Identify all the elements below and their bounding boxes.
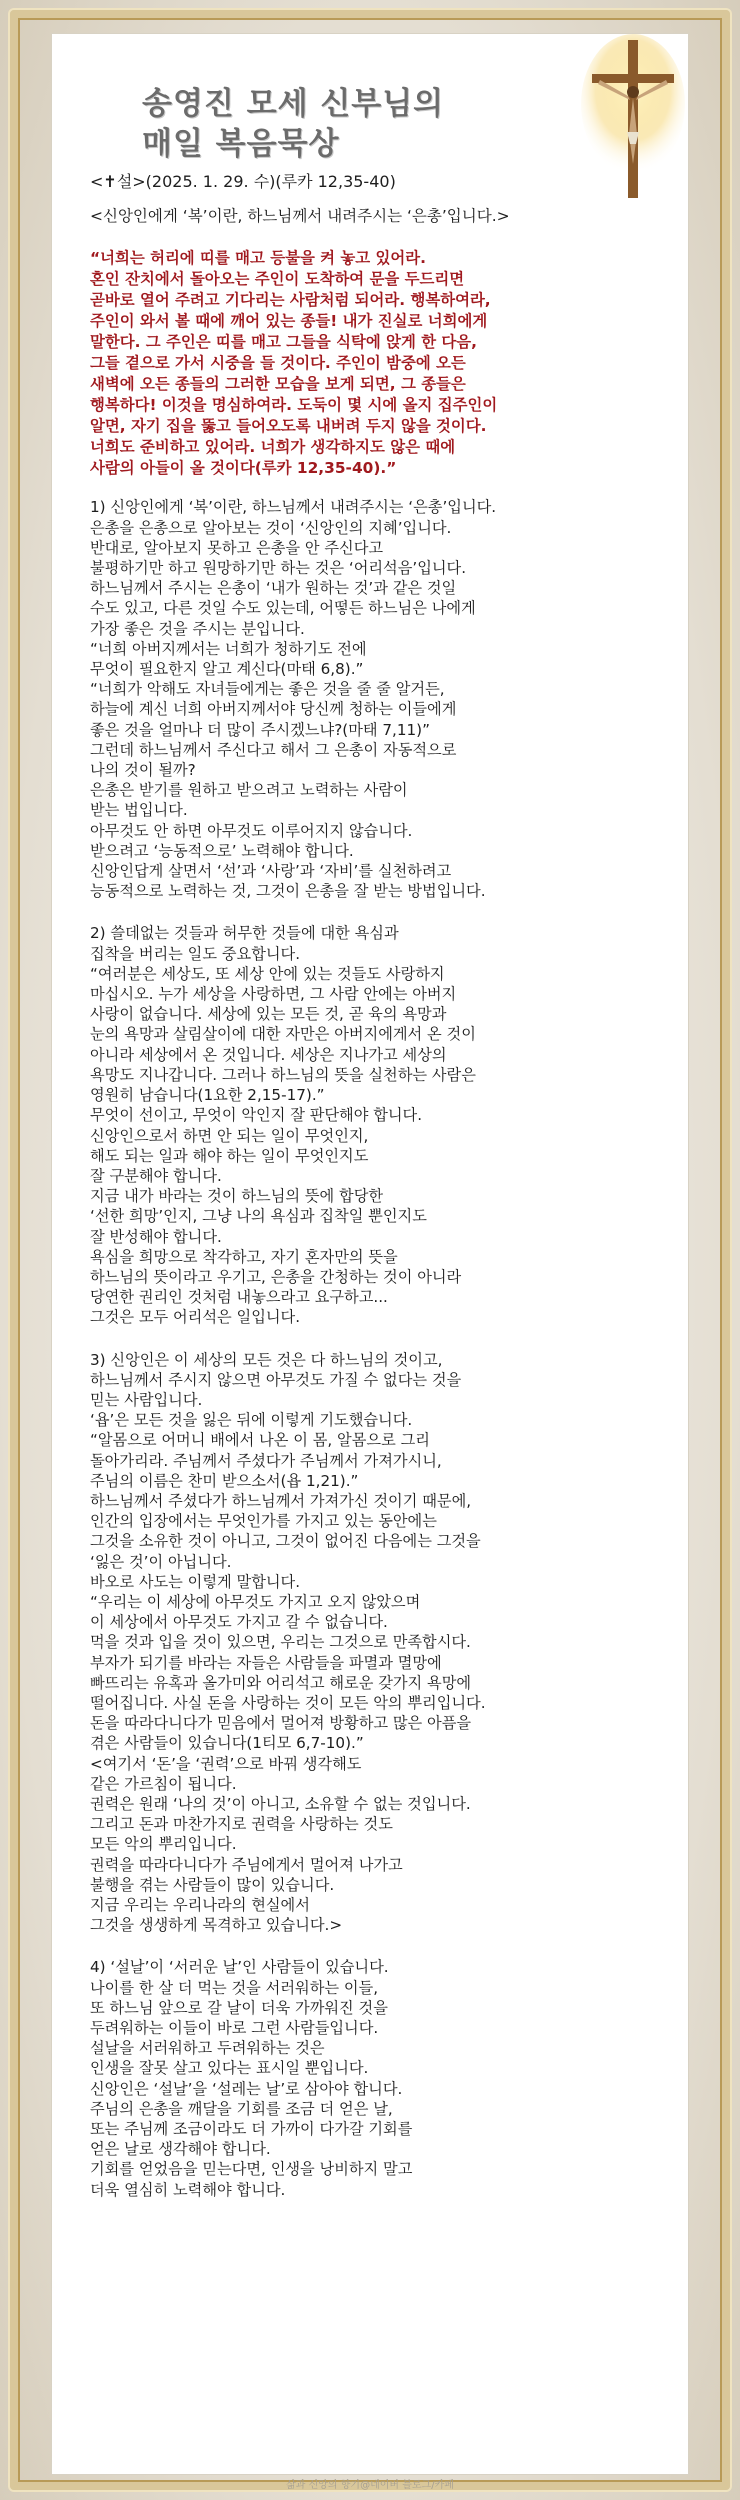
section-line: 주님의 이름은 찬미 받으소서(욥 1,21).” bbox=[90, 1471, 359, 1490]
section-2 bbox=[90, 923, 660, 1327]
section-line: “알몸으로 어머니 배에서 나온 이 몸, 알몸으로 그리 bbox=[90, 1431, 430, 1450]
section-line: 설날을 서러워하고 두려워하는 것은 bbox=[90, 2039, 325, 2058]
scripture-line: 행복하다! 이것을 명심하여라. 도둑이 몇 시에 올지 집주인이 bbox=[90, 396, 498, 415]
scripture-line: 곧바로 열어 주려고 기다리는 사람처럼 되어라. 행복하여라, bbox=[90, 291, 491, 310]
date-reference: <✝설>(2025. 1. 29. 수)(루카 12,35-40) bbox=[90, 172, 396, 191]
section-line: 떨어집니다. 사실 돈을 사랑하는 것이 모든 악의 뿌리입니다. bbox=[90, 1693, 486, 1712]
section-line: 돈을 따라다니다가 믿음에서 멀어져 방황하고 많은 아픔을 bbox=[90, 1714, 472, 1733]
section-line: 사랑이 없습니다. 세상에 있는 모든 것, 곧 육의 욕망과 bbox=[90, 1005, 447, 1024]
section-line: 그것은 모두 어리석은 일입니다. bbox=[90, 1308, 301, 1327]
section-line: 잘 구분해야 합니다. bbox=[90, 1166, 222, 1185]
section-line: ‘선한 희망’인지, 그냥 나의 욕심과 집착일 뿐인지도 bbox=[90, 1207, 427, 1226]
section-line: 2) 쓸데없는 것들과 허무한 것들에 대한 욕심과 bbox=[90, 924, 399, 943]
section-line: <여기서 ‘돈’을 ‘권력’으로 바꿔 생각해도 bbox=[90, 1754, 362, 1773]
section-line: 하느님께서 주시지 않으면 아무것도 가질 수 없다는 것을 bbox=[90, 1370, 462, 1389]
section-line: “여러분은 세상도, 또 세상 안에 있는 것들도 사랑하지 bbox=[90, 964, 445, 983]
section-line: 더욱 열심히 노력해야 합니다. bbox=[90, 2180, 286, 2199]
section-line: 권력을 따라다니다가 주님에게서 멀어져 나가고 bbox=[90, 1855, 403, 1874]
section-line: 신앙인은 ‘설날’을 ‘설레는 날’로 삼아야 합니다. bbox=[90, 2079, 403, 2098]
section-line: 모든 악의 뿌리입니다. bbox=[90, 1835, 237, 1854]
section-line: “너희가 악해도 자녀들에게는 좋은 것을 줄 줄 알거든, bbox=[90, 680, 445, 699]
section-3 bbox=[90, 1350, 660, 1936]
page-title-line-2: 매일 복음묵상 bbox=[142, 126, 340, 162]
section-line: 4) ‘설날’이 ‘서러운 날’인 사람들이 있습니다. bbox=[90, 1958, 389, 1977]
section-line: 좋은 것을 얼마나 더 많이 주시겠느냐?(마태 7,11)” bbox=[90, 720, 430, 739]
section-line: 먹을 것과 입을 것이 있으면, 우리는 그것으로 만족합시다. bbox=[90, 1633, 471, 1652]
section-line: 해도 되는 일과 해야 하는 일이 무엇인지도 bbox=[90, 1146, 369, 1165]
section-line: 지금 내가 바라는 것이 하느님의 뜻에 합당한 bbox=[90, 1187, 384, 1206]
section-line: 겪은 사람들이 있습니다(1티모 6,7-10).” bbox=[90, 1734, 364, 1753]
section-line: 그것을 생생하게 목격하고 있습니다.> bbox=[90, 1916, 343, 1935]
section-line: 그리고 돈과 마찬가지로 권력을 사랑하는 것도 bbox=[90, 1815, 393, 1834]
scripture-line: 그들 곁으로 가서 시중을 들 것이다. 주인이 밤중에 오든 bbox=[90, 354, 466, 373]
section-line: 신앙인답게 살면서 ‘선’과 ‘사랑’과 ‘자비’를 실천하려고 bbox=[90, 862, 452, 881]
section-line: 나이를 한 살 더 먹는 것을 서러워하는 이들, bbox=[90, 1978, 379, 1997]
section-line: 하느님의 뜻이라고 우기고, 은총을 간청하는 것이 아니라 bbox=[90, 1267, 462, 1286]
section-line: 무엇이 선이고, 무엇이 악인지 잘 판단해야 합니다. bbox=[90, 1106, 423, 1125]
section-line: 그것을 소유한 것이 아니고, 그것이 없어진 다음에는 그것을 bbox=[90, 1532, 481, 1551]
section-line: 바오로 사도는 이렇게 말합니다. bbox=[90, 1572, 301, 1591]
section-line: ‘욥’은 모든 것을 잃은 뒤에 이렇게 기도했습니다. bbox=[90, 1411, 413, 1430]
section-line: 반대로, 알아보지 못하고 은총을 안 주신다고 bbox=[90, 538, 384, 557]
section-line: 그런데 하느님께서 주신다고 해서 그 은총이 자동적으로 bbox=[90, 740, 457, 759]
page-title-line-1: 송영진 모세 신부님의 bbox=[142, 86, 445, 122]
section-line: 두려워하는 이들이 바로 그런 사람들입니다. bbox=[90, 2019, 379, 2038]
section-line: 눈의 욕망과 살림살이에 대한 자만은 아버지에게서 온 것이 bbox=[90, 1025, 476, 1044]
section-line: ‘잃은 것’이 아닙니다. bbox=[90, 1552, 232, 1571]
section-line: 집착을 버리는 일도 중요합니다. bbox=[90, 944, 301, 963]
section-line: 불평하기만 하고 원망하기만 하는 것은 ‘어리석음’입니다. bbox=[90, 559, 467, 578]
section-line: 인간의 입장에서는 무엇인가를 가지고 있는 동안에는 bbox=[90, 1512, 437, 1531]
meditation-body bbox=[90, 172, 660, 2222]
section-line: 하느님께서 주셨다가 하느님께서 가져가신 것이기 때문에, bbox=[90, 1491, 472, 1510]
section-line: 능동적으로 노력하는 것, 그것이 은총을 잘 받는 방법입니다. bbox=[90, 882, 486, 901]
section-line: 부자가 되기를 바라는 자들은 사람들을 파멸과 멸망에 bbox=[90, 1653, 442, 1672]
section-line: 같은 가르침이 됩니다. bbox=[90, 1774, 237, 1793]
section-line: 또 하느님 앞으로 갈 날이 더욱 가까워진 것을 bbox=[90, 1998, 388, 2017]
section-line: 받으려고 ‘능동적으로’ 노력해야 합니다. bbox=[90, 841, 354, 860]
section-line: 또는 주님께 조금이라도 더 가까이 다가갈 기회를 bbox=[90, 2120, 413, 2139]
scripture-line: 알면, 자기 집을 뚫고 들어오도록 내버려 두지 않을 것이다. bbox=[90, 417, 487, 436]
section-line: 기회를 얻었음을 믿는다면, 인생을 낭비하지 말고 bbox=[90, 2160, 413, 2179]
section-line: 아니라 세상에서 온 것입니다. 세상은 지나가고 세상의 bbox=[90, 1045, 447, 1064]
section-line: “너희 아버지께서는 너희가 청하기도 전에 bbox=[90, 639, 367, 658]
section-line: 주님의 은총을 깨달을 기회를 조금 더 얻은 날, bbox=[90, 2099, 393, 2118]
section-line: 당연한 권리인 것처럼 내놓으라고 요구하고... bbox=[90, 1288, 388, 1307]
section-line: 수도 있고, 다른 것일 수도 있는데, 어떻든 하느님은 나에게 bbox=[90, 599, 476, 618]
footer-watermark: 삶과 신앙의 향기@네이버 블로그/카페 bbox=[286, 2480, 454, 2491]
section-line: 인생을 잘못 살고 있다는 표시일 뿐입니다. bbox=[90, 2059, 369, 2078]
section-line: 가장 좋은 것을 주시는 분입니다. bbox=[90, 619, 305, 638]
section-line: 나의 것이 될까? bbox=[90, 761, 196, 780]
document-page bbox=[52, 34, 688, 2474]
section-1 bbox=[90, 497, 660, 901]
section-line: 마십시오. 누가 세상을 사랑하면, 그 사람 안에는 아버지 bbox=[90, 985, 457, 1004]
scripture-line: 너희도 준비하고 있어라. 너희가 생각하지도 않은 때에 bbox=[90, 438, 456, 457]
meditation-sections bbox=[90, 497, 660, 2199]
section-line: 무엇이 필요한지 알고 계신다(마태 6,8).” bbox=[90, 660, 364, 679]
section-line: 신앙인으로서 하면 안 되는 일이 무엇인지, bbox=[90, 1126, 369, 1145]
section-line: 불행을 겪는 사람들이 많이 있습니다. bbox=[90, 1875, 335, 1894]
section-line: 아무것도 안 하면 아무것도 이루어지지 않습니다. bbox=[90, 821, 413, 840]
section-line: 은총은 받기를 원하고 받으려고 노력하는 사람이 bbox=[90, 781, 408, 800]
section-line: 영원히 남습니다(1요한 2,15-17).” bbox=[90, 1086, 325, 1105]
section-line: 하느님께서 주시는 은총이 ‘내가 원하는 것’과 같은 것일 bbox=[90, 579, 457, 598]
subtitle: <신앙인에게 ‘복’이란, 하느님께서 내려주시는 ‘은총’입니다.> bbox=[90, 207, 510, 226]
section-line: 받는 법입니다. bbox=[90, 801, 188, 820]
section-line: 이 세상에서 아무것도 가지고 갈 수 없습니다. bbox=[90, 1613, 388, 1632]
section-line: 지금 우리는 우리나라의 현실에서 bbox=[90, 1896, 310, 1915]
section-line: 은총을 은총으로 알아보는 것이 ‘신앙인의 지혜’입니다. bbox=[90, 518, 452, 537]
section-line: 욕망도 지나갑니다. 그러나 하느님의 뜻을 실천하는 사람은 bbox=[90, 1065, 476, 1084]
section-line: 잘 반성해야 합니다. bbox=[90, 1227, 222, 1246]
section-line: 돌아가리라. 주님께서 주셨다가 주님께서 가져가시니, bbox=[90, 1451, 442, 1470]
scripture-line: “너희는 허리에 띠를 매고 등불을 켜 놓고 있어라. bbox=[90, 249, 426, 268]
section-line: 욕심을 희망으로 착각하고, 자기 혼자만의 뜻을 bbox=[90, 1247, 398, 1266]
section-line: 3) 신앙인은 이 세상의 모든 것은 다 하느님의 것이고, bbox=[90, 1350, 443, 1369]
scripture-line: 사람의 아들이 올 것이다(루카 12,35-40).” bbox=[90, 459, 397, 478]
section-line: 믿는 사람입니다. bbox=[90, 1390, 203, 1409]
section-4 bbox=[90, 1957, 660, 2199]
section-line: 권력은 원래 ‘나의 것’이 아니고, 소유할 수 없는 것입니다. bbox=[90, 1795, 471, 1813]
scripture-line: 새벽에 오든 종들의 그러한 모습을 보게 되면, 그 종들은 bbox=[90, 375, 466, 394]
section-line: 빠뜨리는 유혹과 올가미와 어리석고 해로운 갖가지 욕망에 bbox=[90, 1673, 472, 1692]
scripture-line: 주인이 와서 볼 때에 깨어 있는 종들! 내가 진실로 너희에게 bbox=[90, 312, 488, 331]
scripture-quote bbox=[90, 248, 660, 479]
section-line: 하늘에 계신 너희 아버지께서야 당신께 청하는 이들에게 bbox=[90, 700, 457, 719]
section-line: 얻은 날로 생각해야 합니다. bbox=[90, 2140, 271, 2159]
section-line: 1) 신앙인에게 ‘복’이란, 하느님께서 내려주시는 ‘은총’입니다. bbox=[90, 498, 497, 517]
scripture-line: 혼인 잔치에서 돌아오는 주인이 도착하여 문을 두드리면 bbox=[90, 270, 465, 289]
scripture-line: 말한다. 그 주인은 띠를 매고 그들을 식탁에 앉게 한 다음, bbox=[90, 333, 477, 352]
section-line: “우리는 이 세상에 아무것도 가지고 오지 않았으며 bbox=[90, 1592, 421, 1611]
